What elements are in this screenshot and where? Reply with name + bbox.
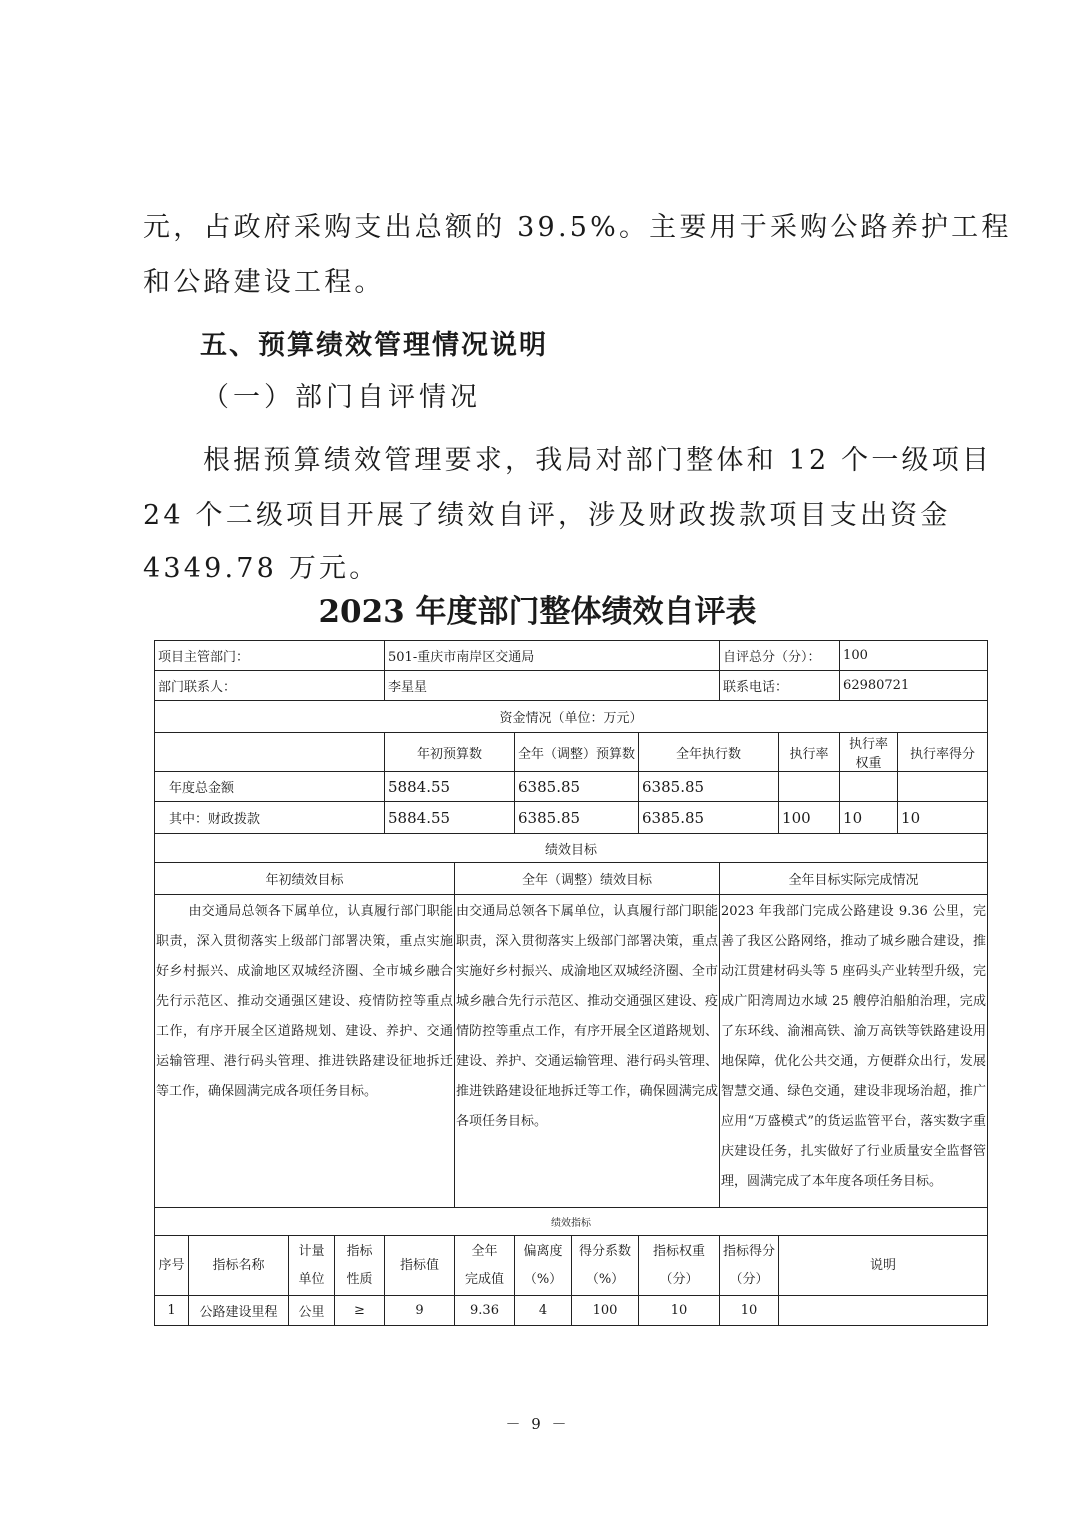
subsection-heading: （一）部门自评情况	[202, 382, 481, 413]
ind-header-unit-b: 单位	[298, 1271, 325, 1287]
ind-header-dev	[515, 1236, 572, 1296]
dept-label: 项目主管部门：	[155, 641, 385, 671]
funds-header-blank	[155, 733, 385, 772]
phone-label: 联系电话：	[720, 671, 840, 701]
funds-cell	[840, 772, 898, 802]
ind-header-note: 说明	[779, 1236, 988, 1296]
funds-header-executed: 全年执行数	[639, 733, 779, 772]
performance-table	[154, 640, 988, 1326]
ind-header-nature	[335, 1236, 385, 1296]
ind-header-done-a: 全年	[471, 1243, 498, 1259]
ind-header-dev-b: （%）	[523, 1271, 563, 1287]
ind-header-seq: 序号	[155, 1236, 189, 1296]
indicators-title: 绩效指标	[155, 1208, 988, 1236]
ind-header-value: 指标值	[385, 1236, 455, 1296]
info-row-dept	[155, 641, 988, 671]
ind-header-score-b: （分）	[729, 1271, 769, 1287]
ind-cell: 9	[385, 1296, 455, 1326]
funds-header-row	[155, 733, 988, 772]
funds-cell: 5884.55	[385, 802, 515, 834]
contact-label: 部门联系人：	[155, 671, 385, 701]
goals-initial-text	[155, 895, 455, 1208]
goals-header-actual: 全年目标实际完成情况	[720, 863, 988, 895]
funds-cell	[779, 772, 840, 802]
ind-header-dev-a: 偏离度	[523, 1243, 563, 1259]
ind-header-weight-b: （分）	[659, 1271, 699, 1287]
ind-header-coef-a: 得分系数	[579, 1243, 632, 1259]
indicators-title-row	[155, 1208, 988, 1236]
ind-cell: 9.36	[455, 1296, 515, 1326]
goals-initial-body: 由交通局总领各下属单位，认真履行部门职能职责，深入贯彻落实上级部门部署决策，重点实施好乡村振兴、成渝地区双城经济圈、全市城乡融合先行示范区、推动交通强区建设、疫情防控等重点工作，有序开展全区道路规划、建设、养护、交通运输管理、港行码头管理、推进铁路建设征地拆迁等工作，确保圆满完成各项任务目标。	[156, 904, 454, 1099]
goals-title: 绩效目标	[155, 834, 988, 863]
body-line-1: 根据预算绩效管理要求，我局对部门整体和 12 个一级项目	[203, 445, 993, 476]
goals-adjusted-body: 由交通局总领各下属单位，认真履行部门职能职责，深入贯彻落实上级部门部署决策，重点实施好乡村振兴、成渝地区双城经济圈、全市城乡融合先行示范区、推动交通强区建设、疫情防控等重点工作，有序开展全区道路规划、建设、养护、交通运输管理、港行码头管理、推进铁路建设征地拆迁等工作，确保圆满完成各项任务目标。	[456, 904, 719, 1129]
goals-header-adjusted: 全年（调整）绩效目标	[455, 863, 720, 895]
ind-header-coef-b: （%）	[585, 1271, 625, 1287]
ind-header-unit-a: 计量	[298, 1243, 325, 1259]
funds-header-initial-budget: 年初预算数	[385, 733, 515, 772]
ind-header-coef	[572, 1236, 639, 1296]
funds-header-adjusted-budget: 全年（调整）预算数	[515, 733, 639, 772]
ind-cell	[779, 1296, 988, 1326]
funds-cell: 10	[840, 802, 898, 834]
funds-title-row	[155, 701, 988, 733]
ind-header-score	[720, 1236, 779, 1296]
phone-value: 62980721	[840, 671, 988, 701]
funds-row-total	[155, 772, 988, 802]
ind-header-weight	[639, 1236, 720, 1296]
ind-header-weight-a: 指标权重	[653, 1243, 706, 1259]
funds-cell: 6385.85	[639, 772, 779, 802]
goals-title-row	[155, 834, 988, 863]
funds-title: 资金情况（单位：万元）	[155, 701, 988, 733]
ind-cell: 1	[155, 1296, 189, 1326]
body-line-2: 24 个二级项目开展了绩效自评，涉及财政拨款项目支出资金	[143, 500, 951, 531]
ind-cell: 公里	[289, 1296, 335, 1326]
intro-line-1: 元，占政府采购支出总额的 39.5%。主要用于采购公路养护工程	[143, 212, 1012, 243]
funds-cell: 5884.55	[385, 772, 515, 802]
ind-header-done	[455, 1236, 515, 1296]
body-line-3: 4349.78 万元。	[143, 553, 380, 584]
ind-header-nature-b: 性质	[346, 1271, 373, 1287]
goals-actual-text	[720, 895, 988, 1208]
dept-value: 501-重庆市南岸区交通局	[385, 641, 720, 671]
indicators-header-row	[155, 1236, 988, 1296]
ind-cell: 公路建设里程	[189, 1296, 289, 1326]
funds-cell: 100	[779, 802, 840, 834]
funds-cell: 6385.85	[515, 802, 639, 834]
funds-cell: 6385.85	[639, 802, 779, 834]
goals-actual-body: 2023 年我部门完成公路建设 9.36 公里，完善了我区公路网络，推动了城乡融合建设，推动江贯建材码头等 5 座码头产业转型升级，完成广阳湾周边水域 25 艘停泊船舶治理，完成了东环线、渝湘高铁、渝万高铁等铁路建设用地保障，优化公共交通，方便群众出行，发展智慧交通、绿色交通，建设非现场治超，推广应用“万盛模式”的货运监管平台，落实数字重庆建设任务，扎实做好了行业质量安全监督管理，圆满完成了本年度各项任务目标。	[721, 904, 987, 1189]
goals-adjusted-text	[455, 895, 720, 1208]
intro-line-2: 和公路建设工程。	[143, 267, 385, 298]
goals-header-row	[155, 863, 988, 895]
contact-value: 李星星	[385, 671, 720, 701]
section-heading: 五、预算绩效管理情况说明	[200, 330, 548, 361]
info-row-contact	[155, 671, 988, 701]
funds-row-fiscal	[155, 802, 988, 834]
funds-header-rate-score: 执行率得分	[898, 733, 988, 772]
indicator-row	[155, 1296, 988, 1326]
ind-cell: 10	[639, 1296, 720, 1326]
ind-header-unit	[289, 1236, 335, 1296]
score-label: 自评总分（分）：	[720, 641, 840, 671]
funds-cell: 6385.85	[515, 772, 639, 802]
goals-header-initial: 年初绩效目标	[155, 863, 455, 895]
funds-cell: 10	[898, 802, 988, 834]
ind-header-done-b: 完成值	[465, 1271, 505, 1287]
score-value: 100	[840, 641, 988, 671]
ind-cell: 10	[720, 1296, 779, 1326]
table-title: 2023 年度部门整体绩效自评表	[318, 594, 757, 630]
funds-header-rate: 执行率	[779, 733, 840, 772]
ind-header-name: 指标名称	[189, 1236, 289, 1296]
funds-header-rate-weight: 执行率权重	[840, 733, 898, 772]
goals-content-row	[155, 895, 988, 1208]
funds-cell: 其中：财政拨款	[155, 802, 385, 834]
funds-cell	[898, 772, 988, 802]
page-number: － 9 －	[505, 1415, 570, 1433]
ind-header-score-a: 指标得分	[723, 1243, 776, 1259]
ind-cell: ≥	[335, 1296, 385, 1326]
ind-header-nature-a: 指标	[346, 1243, 373, 1259]
ind-cell: 4	[515, 1296, 572, 1326]
funds-cell: 年度总金额	[155, 772, 385, 802]
ind-cell: 100	[572, 1296, 639, 1326]
